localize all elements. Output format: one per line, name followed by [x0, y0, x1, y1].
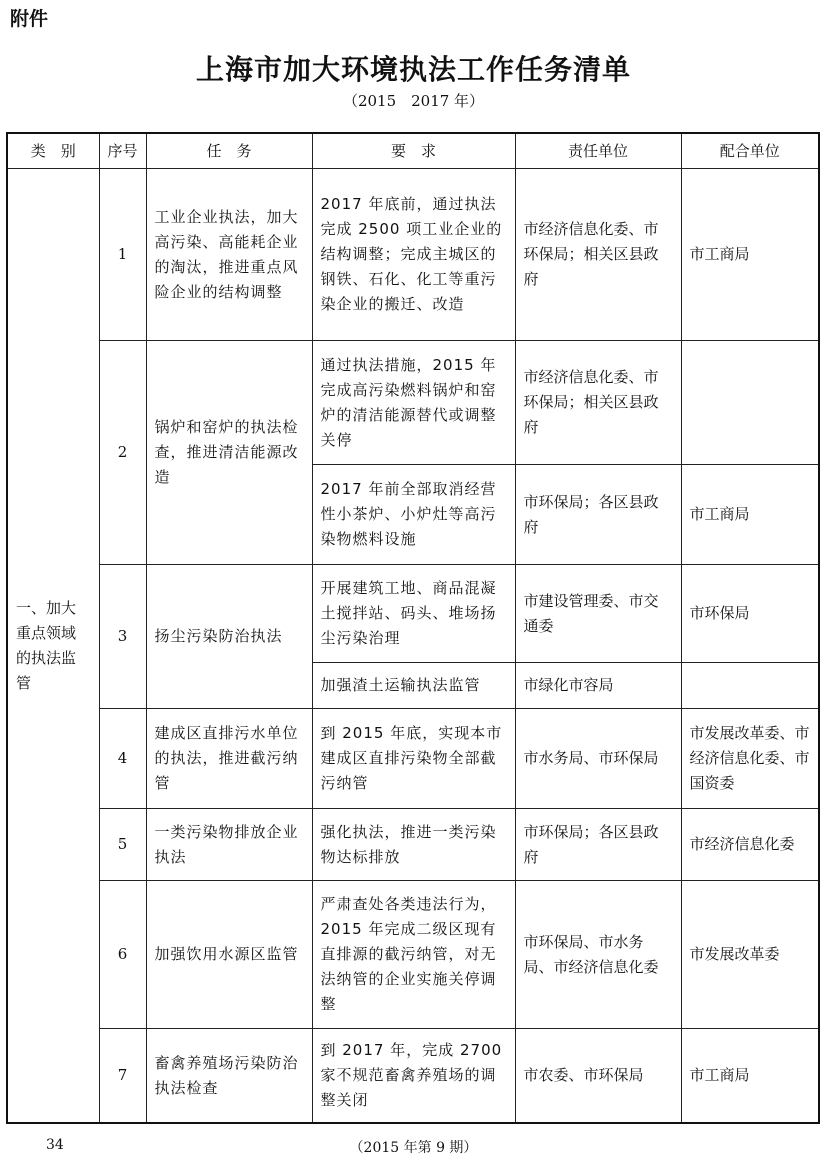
table-row — [7, 881, 819, 1029]
table-header-row — [7, 133, 819, 169]
table-row — [7, 809, 819, 881]
table-row — [7, 565, 819, 663]
row-number: 7 — [99, 1029, 146, 1123]
row-number: 6 — [99, 881, 146, 1029]
responsible-cell: 市环保局；各区县政府 — [515, 809, 681, 881]
cooperating-cell: 市发展改革委、市经济信息化委、市国资委 — [681, 709, 819, 809]
responsible-cell: 市绿化市容局 — [515, 663, 681, 709]
row-number: 3 — [99, 565, 146, 709]
cooperating-cell: 市环保局 — [681, 565, 819, 663]
column-header-cooperating: 配合单位 — [681, 133, 819, 169]
requirement-cell: 严肃查处各类违法行为，2015 年完成二级区现有直排源的截污纳管，对无法纳管的企业实施关停调整 — [312, 881, 515, 1029]
requirement-cell: 2017 年底前，通过执法完成 2500 项工业企业的结构调整；完成主城区的钢铁、石化、化工等重污染企业的搬迁、改造 — [312, 169, 515, 341]
cooperating-cell: 市工商局 — [681, 169, 819, 341]
cooperating-cell — [681, 663, 819, 709]
row-number: 4 — [99, 709, 146, 809]
responsible-cell: 市环保局、市水务局、市经济信息化委 — [515, 881, 681, 1029]
table-row — [7, 1029, 819, 1123]
requirement-cell: 2017 年前全部取消经营性小茶炉、小炉灶等高污染物燃料设施 — [312, 465, 515, 565]
page-subtitle: （2015 2017 年） — [342, 92, 485, 110]
task-cell: 扬尘污染防治执法 — [146, 565, 312, 709]
responsible-cell: 市环保局；各区县政府 — [515, 465, 681, 565]
task-cell: 锅炉和窑炉的执法检查，推进清洁能源改造 — [146, 341, 312, 565]
category-cell: 一、加大重点领域的执法监管 — [7, 169, 99, 1124]
requirement-cell: 到 2017 年，完成 2700 家不规范畜禽养殖场的调整关闭 — [312, 1029, 515, 1123]
column-header-number: 序号 — [99, 133, 146, 169]
responsible-cell: 市农委、市环保局 — [515, 1029, 681, 1123]
responsible-cell: 市经济信息化委、市环保局；相关区县政府 — [515, 169, 681, 341]
task-table — [6, 132, 820, 1124]
requirement-cell: 开展建筑工地、商品混凝土搅拌站、码头、堆场扬尘污染治理 — [312, 565, 515, 663]
attachment-label: 附件 — [10, 8, 49, 30]
column-header-responsible: 责任单位 — [515, 133, 681, 169]
page-title: 上海市加大环境执法工作任务清单 — [195, 53, 631, 86]
requirement-cell: 到 2015 年底，实现本市建成区直排污染物全部截污纳管 — [312, 709, 515, 809]
page-number: 34 — [46, 1137, 64, 1153]
task-cell: 建成区直排污水单位的执法，推进截污纳管 — [146, 709, 312, 809]
table-row — [7, 709, 819, 809]
column-header-requirement: 要 求 — [312, 133, 515, 169]
issue-label: （2015 年第 9 期） — [349, 1140, 478, 1156]
table-row — [7, 341, 819, 465]
row-number: 1 — [99, 169, 146, 341]
cooperating-cell: 市工商局 — [681, 465, 819, 565]
responsible-cell: 市建设管理委、市交通委 — [515, 565, 681, 663]
table-row — [7, 169, 819, 341]
responsible-cell: 市水务局、市环保局 — [515, 709, 681, 809]
responsible-cell: 市经济信息化委、市环保局；相关区县政府 — [515, 341, 681, 465]
cooperating-cell: 市经济信息化委 — [681, 809, 819, 881]
requirement-cell: 加强渣土运输执法监管 — [312, 663, 515, 709]
task-cell: 工业企业执法，加大高污染、高能耗企业的淘汰，推进重点风险企业的结构调整 — [146, 169, 312, 341]
column-header-category: 类 别 — [7, 133, 99, 169]
cooperating-cell — [681, 341, 819, 465]
requirement-cell: 强化执法，推进一类污染物达标排放 — [312, 809, 515, 881]
column-header-task: 任 务 — [146, 133, 312, 169]
task-cell: 畜禽养殖场污染防治执法检查 — [146, 1029, 312, 1123]
requirement-cell: 通过执法措施，2015 年完成高污染燃料锅炉和窑炉的清洁能源替代或调整关停 — [312, 341, 515, 465]
cooperating-cell: 市工商局 — [681, 1029, 819, 1123]
row-number: 5 — [99, 809, 146, 881]
row-number: 2 — [99, 341, 146, 565]
task-cell: 一类污染物排放企业执法 — [146, 809, 312, 881]
task-cell: 加强饮用水源区监管 — [146, 881, 312, 1029]
cooperating-cell: 市发展改革委 — [681, 881, 819, 1029]
